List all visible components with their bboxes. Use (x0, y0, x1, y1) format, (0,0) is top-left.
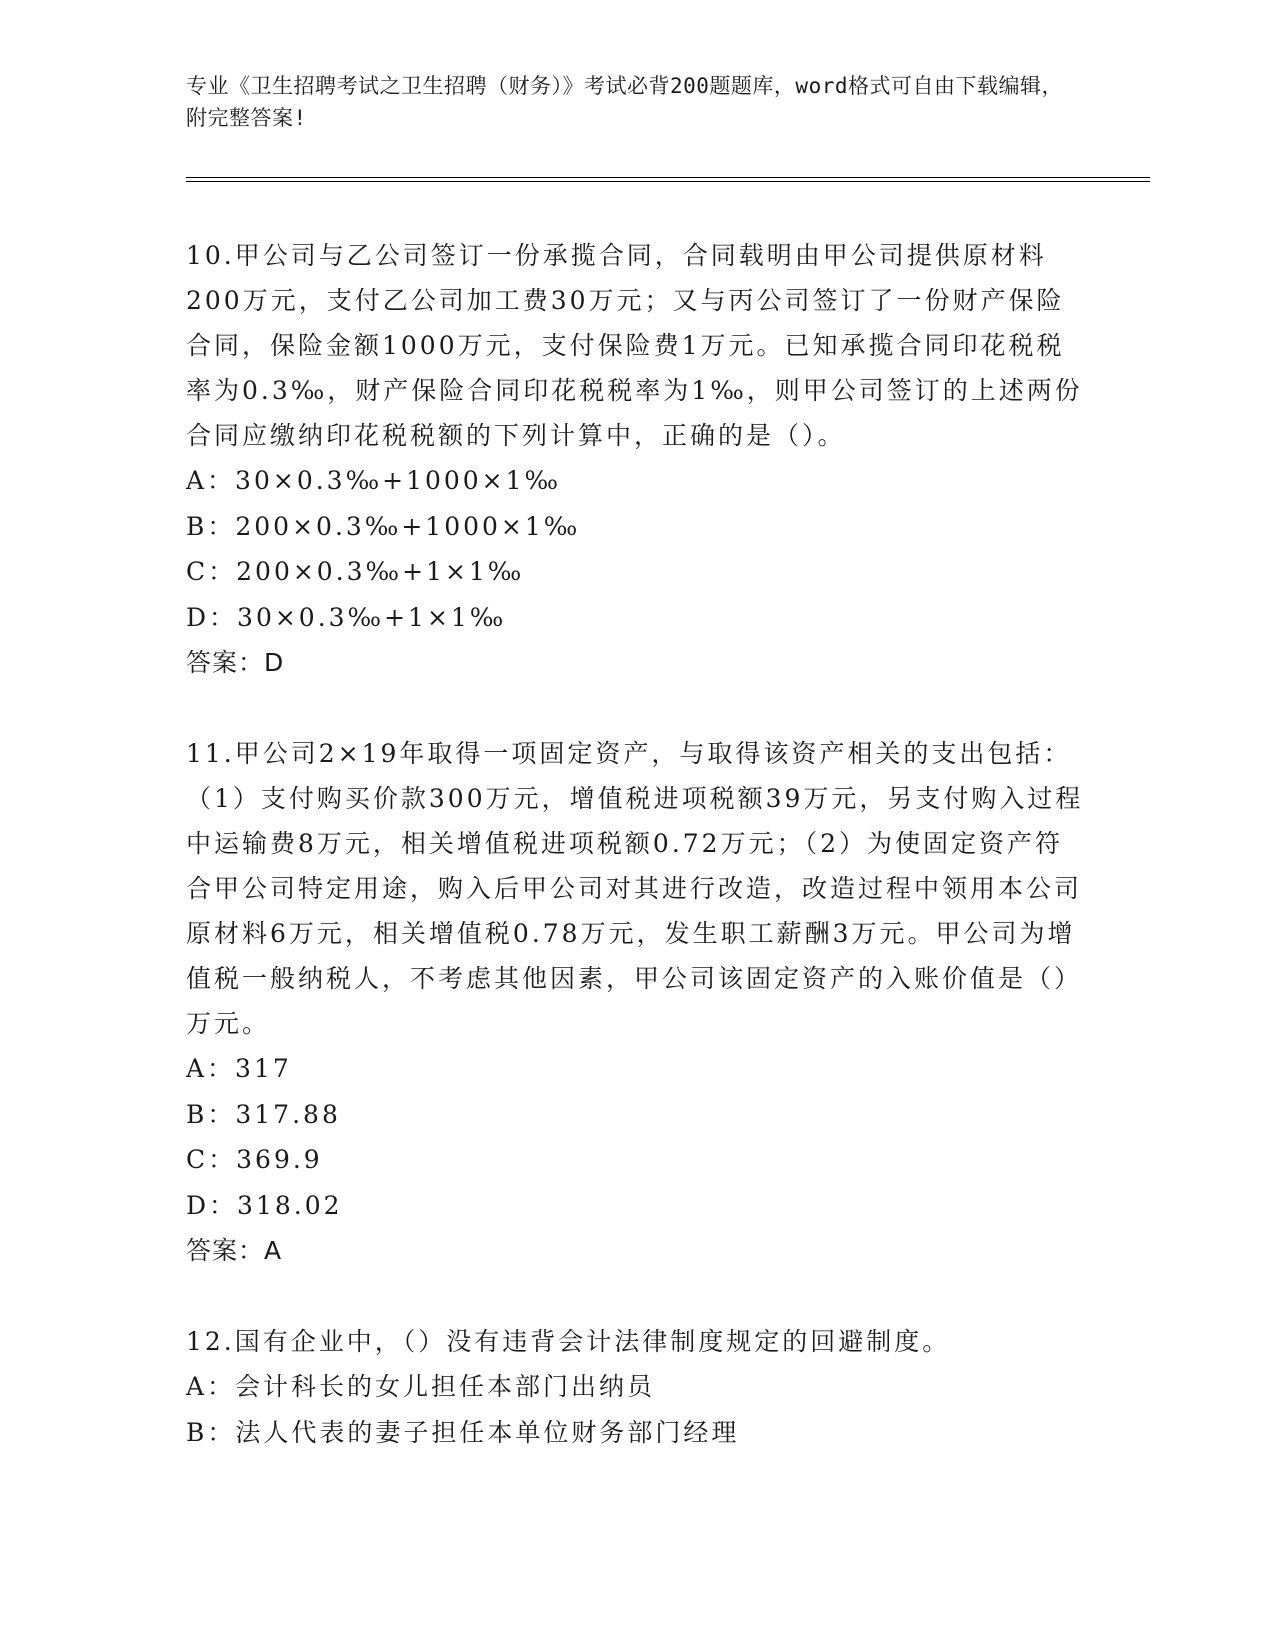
option-d: D：30×0.3‰+1×1‰ (186, 602, 507, 632)
option-d: D：318.02 (186, 1190, 343, 1220)
question-11 (186, 731, 1086, 1273)
option-a: A：30×0.3‰+1000×1‰ (186, 466, 562, 495)
header-divider (186, 177, 1150, 182)
question-list (186, 233, 1086, 1501)
page-header (186, 70, 1066, 134)
question-text: 11.甲公司2×19年取得一项固定资产，与取得该资产相关的支出包括：（1）支付购买价款300万元，增值税进项税额39万元，另支付购入过程中运输费8万元，相关增值税进项税额0.72万元；（2）为使固定资产符合甲公司特定用途，购入后甲公司对其进行改造，改造过程中领用本公司原材料6万元，相关增值税0.78万元，发生职工薪酬3万元。甲公司为增值税一般纳税人，不考虑其他因素，甲公司该固定资产的入账价值是（）万元。 (186, 739, 1084, 1038)
question-text: 10.甲公司与乙公司签订一份承揽合同，合同载明由甲公司提供原材料200万元，支付乙公司加工费30万元；又与丙公司签订了一份财产保险合同，保险金额1000万元，支付保险费1万元。已知承揽合同印花税税率为0.3‰，财产保险合同印花税税率为1‰，则甲公司签订的上述两份合同应缴纳印花税税额的下列计算中，正确的是（）。 (186, 241, 1083, 450)
option-b: B：200×0.3‰+1000×1‰ (186, 511, 581, 541)
option-b: B：317.88 (186, 1099, 341, 1129)
question-text: 12.国有企业中，（）没有违背会计法律制度规定的回避制度。 (186, 1327, 951, 1356)
header-title: 专业《卫生招聘考试之卫生招聘（财务）》考试必背200题题库，word格式可自由下载编辑，附完整答案! (186, 74, 1063, 130)
question-12 (186, 1319, 1086, 1455)
option-b: B：法人代表的妻子担任本单位财务部门经理 (186, 1417, 740, 1447)
option-a: A：会计科长的女儿担任本部门出纳员 (186, 1372, 656, 1401)
option-a: A：317 (186, 1054, 292, 1083)
question-10 (186, 233, 1086, 685)
option-c: C：369.9 (186, 1145, 323, 1174)
answer-line: 答案：A (186, 1236, 283, 1265)
answer-line: 答案：D (186, 648, 285, 677)
option-c: C：200×0.3‰+1×1‰ (186, 557, 525, 586)
